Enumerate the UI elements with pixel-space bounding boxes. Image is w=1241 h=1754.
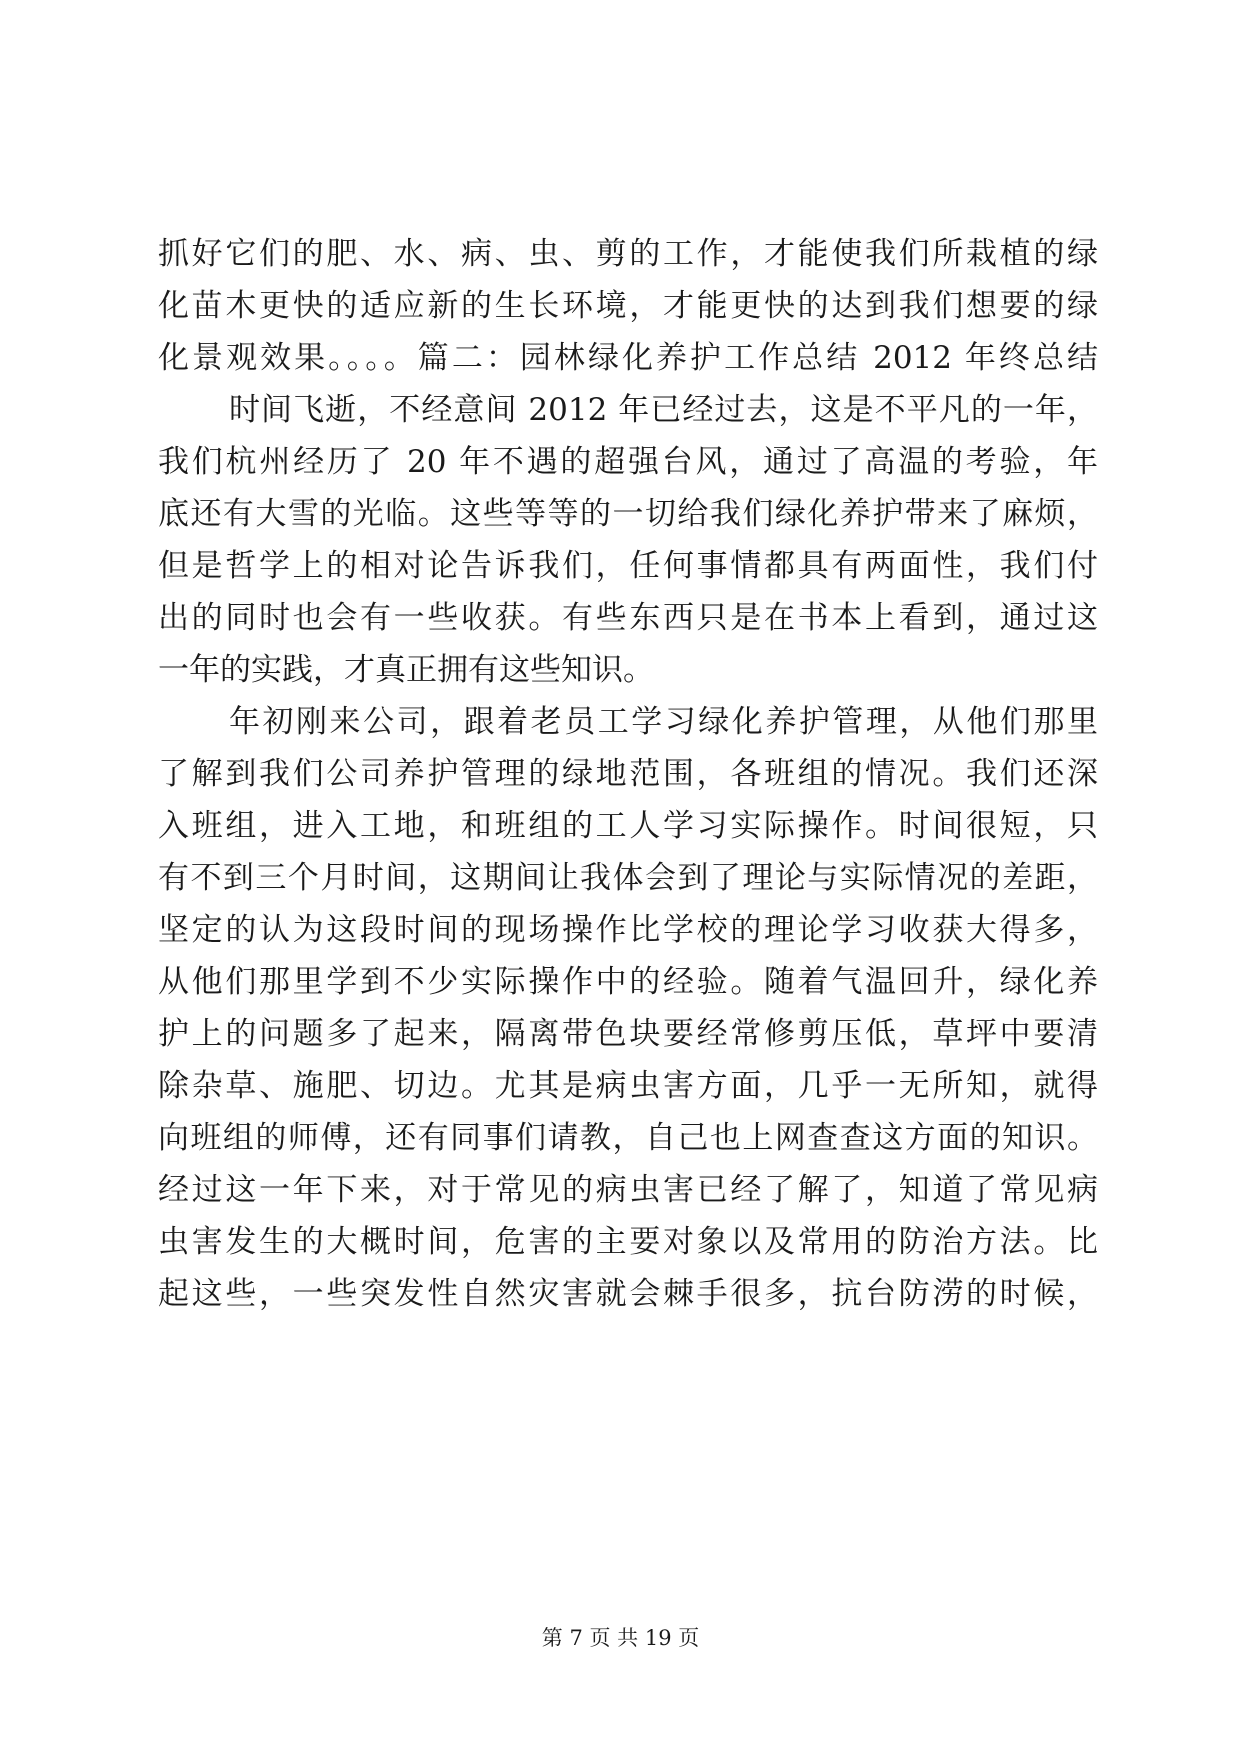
text-line: 虫害发生的大概时间，危害的主要对象以及常用的防治方法。比: [158, 1224, 1098, 1260]
text-line: 一年的实践，才真正拥有这些知识。: [158, 652, 654, 688]
text-line: 但是哲学上的相对论告诉我们，任何事情都具有两面性，我们付: [158, 548, 1098, 584]
text-line: 入班组，进入工地，和班组的工人学习实际操作。时间很短，只: [158, 808, 1098, 844]
text-line: 年初刚来公司，跟着老员工学习绿化养护管理，从他们那里: [229, 704, 1098, 740]
text-line: 有不到三个月时间，这期间让我体会到了理论与实际情况的差距，: [158, 860, 1098, 896]
page-footer: 第 7 页 共 19 页: [541, 1626, 700, 1650]
text-line: 底还有大雪的光临。这些等等的一切给我们绿化养护带来了麻烦，: [158, 496, 1098, 532]
text-line: 护上的问题多了起来，隔离带色块要经常修剪压低，草坪中要清: [158, 1016, 1098, 1052]
body-text: [158, 228, 1098, 1320]
text-line: 经过这一年下来，对于常见的病虫害已经了解了，知道了常见病: [158, 1172, 1098, 1208]
text-line: 时间飞逝，不经意间 2012 年已经过去，这是不平凡的一年，: [229, 392, 1098, 428]
text-line: 向班组的师傅，还有同事们请教，自己也上网查查这方面的知识。: [158, 1120, 1098, 1156]
text-line: 从他们那里学到不少实际操作中的经验。随着气温回升，绿化养: [158, 964, 1098, 1000]
text-line: 了解到我们公司养护管理的绿地范围，各班组的情况。我们还深: [158, 756, 1098, 792]
text-line: 我们杭州经历了 20 年不遇的超强台风，通过了高温的考验，年: [158, 444, 1098, 480]
text-line: 出的同时也会有一些收获。有些东西只是在书本上看到，通过这: [158, 600, 1098, 636]
text-line: 化景观效果。。。。篇二：园林绿化养护工作总结 2012 年终总结: [158, 340, 1098, 376]
text-line: 除杂草、施肥、切边。尤其是病虫害方面，几乎一无所知，就得: [158, 1068, 1098, 1104]
text-line: 坚定的认为这段时间的现场操作比学校的理论学习收获大得多，: [158, 912, 1098, 948]
text-line: 化苗木更快的适应新的生长环境，才能更快的达到我们想要的绿: [158, 288, 1098, 324]
text-line: 抓好它们的肥、水、病、虫、剪的工作，才能使我们所栽植的绿: [158, 236, 1098, 272]
text-line: 起这些，一些突发性自然灾害就会棘手很多，抗台防涝的时候，: [158, 1276, 1098, 1312]
